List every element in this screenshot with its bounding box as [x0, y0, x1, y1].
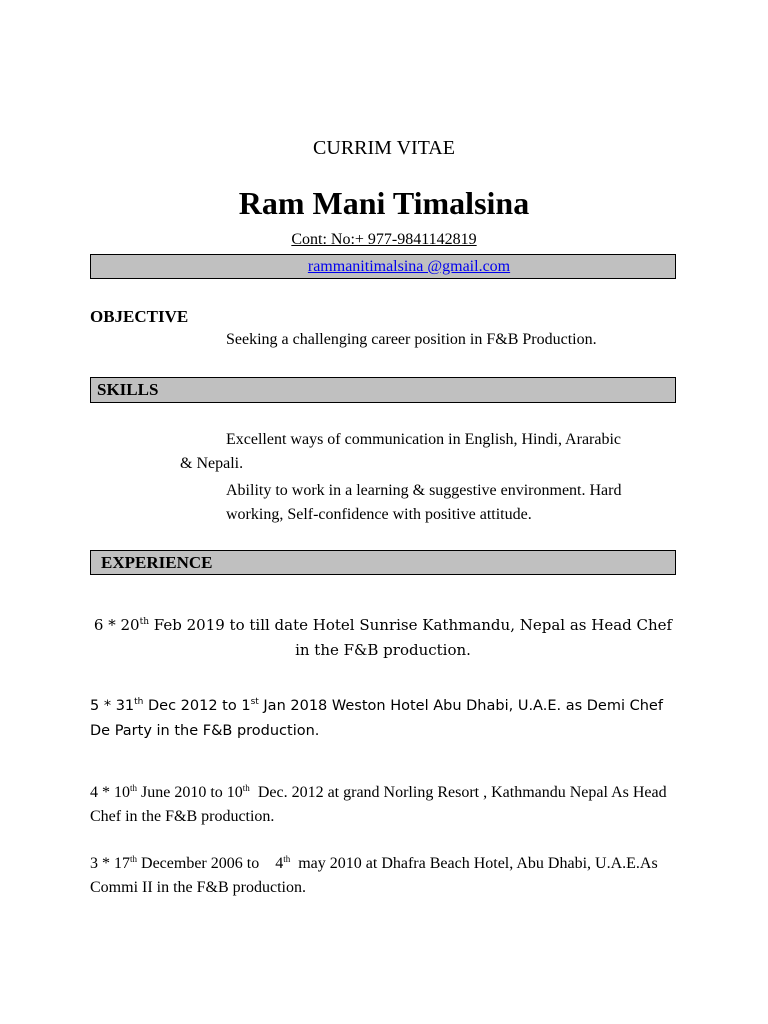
skills-bar	[90, 377, 676, 403]
objective-text: Seeking a challenging career position in F&B Production.	[226, 331, 597, 348]
candidate-name: Ram Mani Timalsina	[238, 185, 530, 221]
experience-bar	[90, 550, 676, 575]
objective-heading: OBJECTIVE	[90, 307, 189, 326]
contact-number-text: Cont: No:+ 977-9841142819	[291, 231, 477, 248]
email-link[interactable]: rammanitimalsina @gmail.com	[307, 258, 511, 275]
skill-work-attitude: Ability to work in a learning & suggestive environment. Hard working, Self-confidence with positive attitude.	[226, 482, 622, 523]
experience-item-6: 6 * 20th Feb 2019 to till date Hotel Sunrise Kathmandu, Nepal as Head Chef in the F&B production.	[93, 616, 673, 659]
experience-item-4: 4 * 10th June 2010 to 10th Dec. 2012 at grand Norling Resort , Kathmandu Nepal As Head Chef in the F&B production.	[90, 783, 671, 825]
contact-number	[0, 231, 768, 249]
email-bar	[90, 254, 676, 279]
skill-communication: Excellent ways of communication in English, Hindi, Ararabic	[226, 431, 622, 448]
experience-item-3: 3 * 17th December 2006 to 4th may 2010 at Dhafra Beach Hotel, Abu Dhabi, U.A.E.As Commi II in the F&B production.	[90, 854, 662, 896]
skill-communication-cont: & Nepali.	[180, 455, 244, 472]
skills-heading: SKILLS	[97, 380, 159, 399]
experience-item-5: 5 * 31th Dec 2012 to 1st Jan 2018 Weston Hotel Abu Dhabi, U.A.E. as Demi Chef De Party in the F&B production.	[90, 697, 663, 739]
document-title: CURRIM VITAE	[313, 137, 455, 159]
experience-heading: EXPERIENCE	[101, 553, 213, 572]
